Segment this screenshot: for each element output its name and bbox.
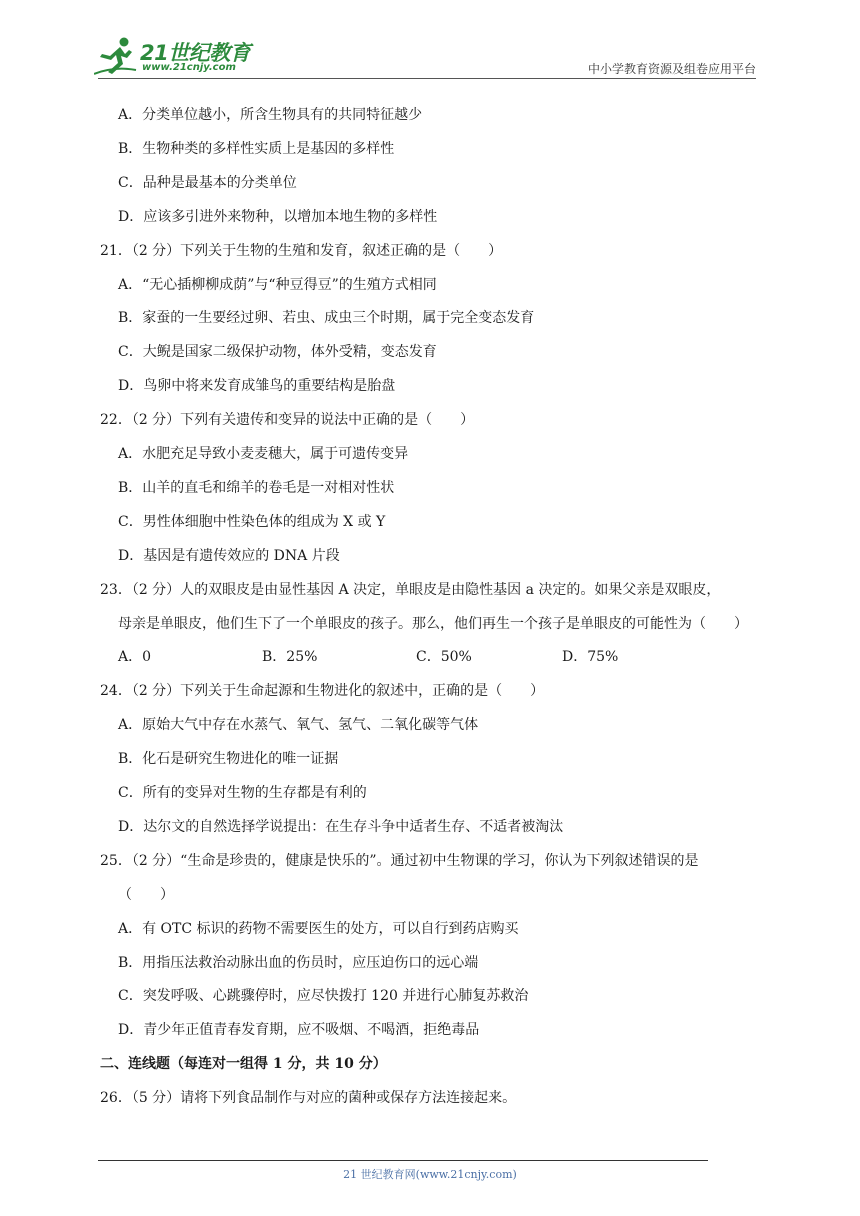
answer-option: B．用指压法救治动脉出血的伤员时，应压迫伤口的远心端	[118, 955, 479, 971]
answer-option: C．大鲵是国家二级保护动物，体外受精，变态发育	[118, 344, 437, 360]
question-stem: 23．（2 分）人的双眼皮是由显性基因 A 决定，单眼皮是由隐性基因 a 决定的。如果父亲是双眼皮，	[100, 582, 721, 598]
question-stem: 26．（5 分）请将下列食品制作与对应的菌种或保存方法连接起来。	[100, 1090, 517, 1106]
answer-option: D．达尔文的自然选择学说提出：在生存斗争中适者生存、不适者被淘汰	[118, 819, 564, 835]
answer-option: D．75%	[562, 649, 619, 665]
question-stem-continued: 母亲是单眼皮，他们生下了一个单眼皮的孩子。那么，他们再生一个孩子是单眼皮的可能性为（ ）	[118, 616, 748, 632]
answer-option: B．25%	[262, 649, 318, 665]
answer-option: B．化石是研究生物进化的唯一证据	[118, 751, 339, 767]
answer-option: C．50%	[416, 649, 472, 665]
answer-option: B．家蚕的一生要经过卵、若虫、成虫三个时期，属于完全变态发育	[118, 310, 535, 326]
answer-option: B．山羊的直毛和绵羊的卷毛是一对相对性状	[118, 480, 395, 496]
answer-option: A．水肥充足导致小麦麦穗大，属于可遗传变异	[118, 446, 409, 462]
answer-option: A．0	[118, 649, 152, 665]
answer-option: A．原始大气中存在水蒸气、氧气、氢气、二氧化碳等气体	[118, 717, 479, 733]
question-stem: 22．（2 分）下列有关遗传和变异的说法中正确的是（ ）	[100, 412, 475, 428]
logo-title: 21世纪教育	[140, 41, 251, 65]
question-stem: 24．（2 分）下列关于生命起源和生物进化的叙述中，正确的是（ ）	[100, 683, 545, 699]
answer-option: A．分类单位越小，所含生物具有的共同特征越少	[118, 107, 423, 123]
answer-option: C．男性体细胞中性染色体的组成为 X 或 Y	[118, 514, 386, 530]
question-stem: 25．（2 分）“生命是珍贵的，健康是快乐的”。通过初中生物课的学习，你认为下列叙述错误的是	[100, 853, 699, 869]
runner-logo-icon	[94, 36, 138, 76]
section-heading: 二、连线题（每连对一组得 1 分，共 10 分）	[100, 1056, 387, 1072]
footer-divider	[98, 1160, 708, 1161]
answer-option: A．有 OTC 标识的药物不需要医生的处方，可以自行到药店购买	[118, 921, 519, 937]
site-logo	[94, 36, 264, 78]
logo-url: www.21cnjy.com	[142, 62, 236, 73]
header-divider	[98, 78, 756, 79]
answer-option: D．应该多引进外来物种，以增加本地生物的多样性	[118, 209, 438, 225]
answer-option: D．青少年正值青春发育期，应不吸烟、不喝酒，拒绝毒品	[118, 1022, 480, 1038]
answer-option: A．“无心插柳柳成荫”与“种豆得豆”的生殖方式相同	[118, 277, 437, 293]
answer-option: C．突发呼吸、心跳骤停时，应尽快拨打 120 并进行心肺复苏救治	[118, 988, 529, 1004]
answer-option: B．生物种类的多样性实质上是基因的多样性	[118, 141, 395, 157]
answer-option: D．基因是有遗传效应的 DNA 片段	[118, 548, 340, 564]
question-stem-continued: （ ）	[118, 887, 174, 903]
answer-option: D．鸟卵中将来发育成雏鸟的重要结构是胎盘	[118, 378, 396, 394]
answer-option: C．所有的变异对生物的生存都是有利的	[118, 785, 367, 801]
footer-text: 21 世纪教育网(www.21cnjy.com)	[343, 1168, 517, 1181]
question-stem: 21．（2 分）下列关于生物的生殖和发育，叙述正确的是（ ）	[100, 243, 503, 259]
platform-name: 中小学教育资源及组卷应用平台	[587, 62, 756, 76]
page-header	[0, 0, 860, 80]
answer-option: C．品种是最基本的分类单位	[118, 175, 297, 191]
